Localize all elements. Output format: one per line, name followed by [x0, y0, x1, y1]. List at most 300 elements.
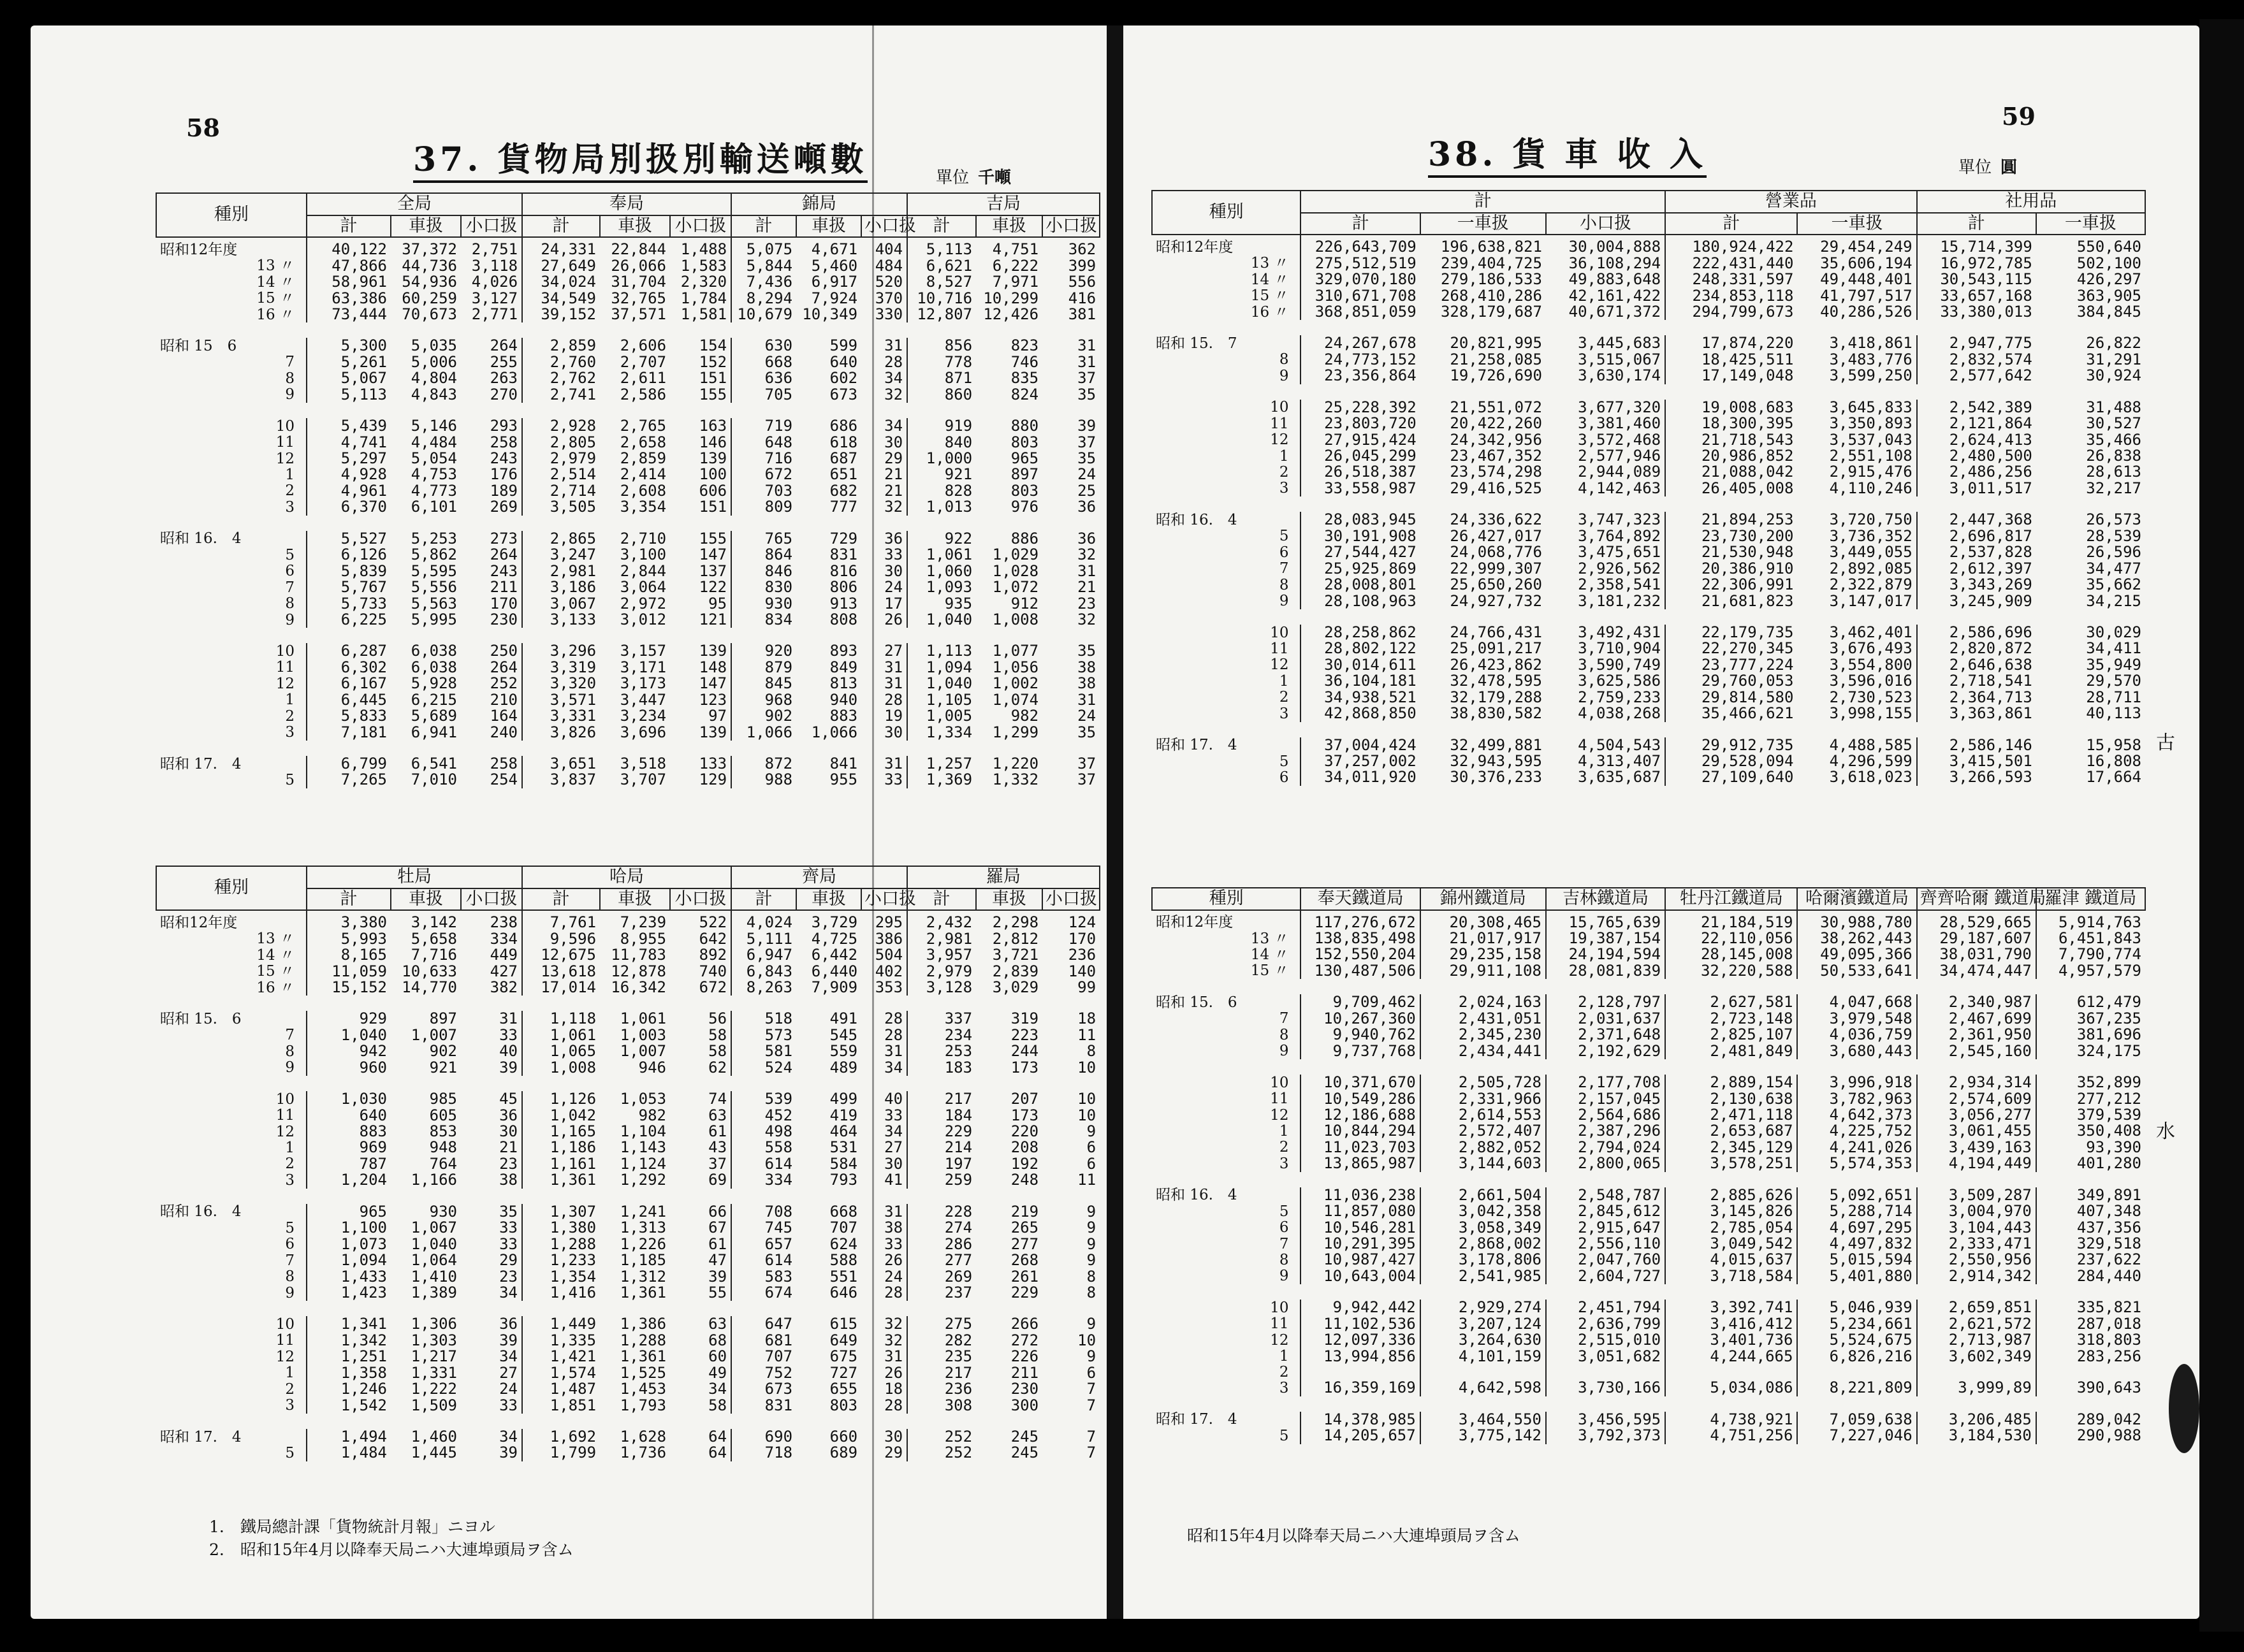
- row-label: 2: [285, 482, 295, 500]
- cell-value: 117,276,672: [1300, 910, 1420, 931]
- cell-value: 122: [699, 578, 727, 597]
- cell-value: 23,467,352: [1450, 447, 1542, 465]
- cell-value: 3,677,320: [1578, 398, 1661, 416]
- cell-value: 10: [1077, 1106, 1096, 1124]
- cell-value: 630: [731, 338, 796, 354]
- cell-value: 3,350,893: [1829, 414, 1912, 433]
- cell-value: 3,118: [471, 256, 518, 275]
- cell-value: 11,023,703: [1300, 1140, 1420, 1156]
- cell-value: 655: [829, 1380, 858, 1398]
- cell-value: 1,484: [307, 1445, 391, 1461]
- cell-value: 250: [490, 642, 518, 660]
- cell-value: 834: [731, 612, 796, 628]
- column-header: 羅津 鐵道局: [2036, 888, 2145, 910]
- cell-value: 2,981: [522, 563, 600, 579]
- row-label: 9: [1279, 1043, 1289, 1060]
- cell-value: 6: [1086, 1363, 1096, 1382]
- cell-value: 7,239: [620, 913, 667, 932]
- cell-value: 33: [884, 1235, 903, 1253]
- cell-value: 34,024: [522, 274, 600, 290]
- cell-value: 3,449,055: [1829, 543, 1912, 562]
- cell-value: 23: [1077, 594, 1096, 612]
- cell-value: 32: [884, 498, 903, 516]
- cell-value: 10,546,281: [1300, 1220, 1420, 1236]
- cell-value: 30: [884, 1154, 903, 1173]
- cell-value: 252: [907, 1445, 976, 1461]
- cell-value: [1917, 1365, 2036, 1380]
- row-label: 1: [285, 467, 295, 483]
- cell-value: 19,726,690: [1450, 366, 1542, 385]
- cell-value: 33: [499, 1219, 518, 1237]
- cell-value: 21,017,917: [1420, 931, 1546, 946]
- cell-value: 806: [829, 578, 858, 597]
- cell-value: 872: [731, 756, 796, 772]
- row-label: 2: [285, 1156, 295, 1173]
- cell-value: 4,753: [411, 465, 457, 484]
- row-label: 昭和 17. 4: [1156, 1411, 1237, 1428]
- cell-value: 3,599,250: [1829, 366, 1912, 385]
- kind-header: 種別: [156, 866, 307, 910]
- cell-value: 28,539: [2086, 526, 2141, 545]
- column-header: 一車扱: [1420, 213, 1546, 235]
- cell-value: 668: [829, 1202, 858, 1221]
- cell-value: 2,934,314: [1917, 1075, 2036, 1090]
- cell-value: 831: [731, 1398, 796, 1414]
- cell-value: 841: [829, 755, 858, 773]
- cell-value: 30,924: [2086, 366, 2141, 385]
- cell-value: 23,730,200: [1665, 528, 1797, 544]
- row-label: 9: [1279, 593, 1289, 610]
- cell-value: 35,466,621: [1665, 706, 1797, 721]
- cell-value: 334: [490, 929, 518, 948]
- row-label: 12: [1270, 656, 1289, 674]
- cell-value: 18: [1077, 1010, 1096, 1028]
- row-label: 6: [1279, 769, 1289, 786]
- table-row: [1152, 416, 2145, 431]
- cell-value: 1,292: [620, 1171, 667, 1189]
- table-row: [156, 547, 1100, 563]
- cell-value: 4,142,463: [1578, 479, 1661, 497]
- cell-value: 7,265: [307, 772, 391, 788]
- cell-value: 2,345,230: [1420, 1027, 1546, 1043]
- cell-value: 42,868,850: [1300, 706, 1420, 721]
- cell-value: 7,010: [411, 771, 457, 789]
- cell-value: 6,826,216: [1797, 1349, 1916, 1365]
- cell-value: 28: [884, 1283, 903, 1301]
- cell-value: 5,111: [731, 931, 796, 947]
- table-row: [156, 996, 1100, 1011]
- cell-value: 26,423,862: [1450, 655, 1542, 674]
- cell-value: 36: [499, 1106, 518, 1124]
- column-header: 小口扱: [861, 215, 907, 238]
- cell-value: 846: [731, 563, 796, 579]
- cell-value: 5,401,880: [1797, 1268, 1916, 1284]
- cell-value: 1,077: [992, 642, 1039, 660]
- cell-value: 3,144,603: [1420, 1156, 1546, 1171]
- row-gap: [1152, 1172, 2145, 1187]
- cell-value: 1,061: [907, 547, 976, 563]
- cell-value: 824: [1010, 385, 1039, 403]
- table-row: [1152, 963, 2145, 979]
- cell-value: 3,720,750: [1829, 511, 1912, 529]
- cell-value: 681: [731, 1333, 796, 1349]
- cell-value: 2,646,638: [1917, 657, 2036, 673]
- table-row: [1152, 1107, 2145, 1123]
- cell-value: 3,380: [307, 910, 391, 931]
- cell-value: 197: [907, 1156, 976, 1172]
- cell-value: 3,505: [522, 499, 600, 515]
- cell-value: 6,222: [992, 256, 1039, 275]
- cell-value: 902: [731, 708, 796, 724]
- cell-value: 49,448,401: [1820, 270, 1912, 289]
- cell-value: 31: [1077, 337, 1096, 355]
- cell-value: 3,145,826: [1665, 1203, 1797, 1219]
- row-label: 7: [1279, 560, 1289, 577]
- cell-value: 335,821: [2036, 1300, 2145, 1315]
- cell-value: 28: [884, 1025, 903, 1044]
- cell-value: 2,868,002: [1420, 1236, 1546, 1252]
- cell-value: 28: [884, 1396, 903, 1414]
- cell-value: 6,941: [411, 723, 457, 741]
- cell-value: 1,416: [522, 1285, 600, 1301]
- cell-value: 226: [1010, 1347, 1039, 1366]
- cell-value: 856: [907, 338, 976, 354]
- cell-value: 2,659,851: [1917, 1300, 2036, 1315]
- row-label: 12: [1270, 1106, 1289, 1124]
- row-label: 2: [1279, 1364, 1289, 1381]
- cell-value: 1,113: [907, 643, 976, 659]
- cell-value: 2,915,647: [1546, 1220, 1665, 1236]
- cell-value: 1,488: [680, 240, 727, 259]
- table-row: [156, 1220, 1100, 1236]
- cell-value: 4,725: [811, 929, 858, 948]
- cell-value: 6,370: [307, 499, 391, 515]
- cell-value: 63: [708, 1315, 727, 1333]
- cell-value: 2,771: [471, 305, 518, 323]
- cell-value: 22,844: [611, 240, 667, 259]
- cell-value: 4,773: [411, 481, 457, 500]
- cell-value: 68: [708, 1331, 727, 1349]
- table-row: [1152, 272, 2145, 287]
- cell-value: 5,767: [307, 579, 391, 595]
- cell-value: 965: [307, 1204, 391, 1220]
- table-row: [156, 628, 1100, 643]
- cell-value: 1,692: [522, 1429, 600, 1445]
- cell-value: 3,056,277: [1917, 1107, 2036, 1123]
- cell-value: 64: [708, 1428, 727, 1446]
- cell-value: 28: [884, 352, 903, 371]
- cell-value: 300: [1010, 1396, 1039, 1414]
- cell-value: 1,204: [307, 1172, 391, 1188]
- cell-value: 3,064: [620, 578, 667, 597]
- cell-value: 5,563: [411, 594, 457, 612]
- cell-value: 29,570: [2086, 672, 2141, 690]
- row-label: 8: [285, 1043, 295, 1060]
- cell-value: 1,246: [307, 1381, 391, 1397]
- row-label: 2: [285, 1380, 295, 1398]
- column-header: 計: [731, 215, 796, 238]
- table-row: [156, 1285, 1100, 1301]
- cell-value: 3,618,023: [1829, 768, 1912, 786]
- row-label: 10: [1270, 1074, 1289, 1091]
- table-row: [156, 435, 1100, 451]
- cell-value: 100: [699, 465, 727, 484]
- cell-value: 3,464,550: [1420, 1412, 1546, 1428]
- cell-value: 2,564,686: [1546, 1107, 1665, 1123]
- row-gap: [1152, 609, 2145, 625]
- cell-value: 5,075: [731, 237, 796, 257]
- table-row: [1152, 288, 2145, 304]
- cell-value: 379,539: [2036, 1107, 2145, 1123]
- cell-value: 173: [1010, 1058, 1039, 1076]
- cell-value: 522: [699, 913, 727, 932]
- row-label: 昭和 15 6: [160, 337, 237, 354]
- cell-value: 2,723,148: [1665, 1011, 1797, 1027]
- table-row: [156, 1043, 1100, 1059]
- cell-value: 290,988: [2036, 1428, 2145, 1444]
- cell-value: 23,356,864: [1300, 368, 1420, 384]
- table-row: [1152, 1172, 2145, 1187]
- cell-value: 5,034,086: [1665, 1380, 1797, 1396]
- cell-value: 3,518: [620, 755, 667, 773]
- table-row: [156, 418, 1100, 434]
- table-row: [1152, 481, 2145, 496]
- row-label: 3: [1279, 705, 1289, 722]
- cell-value: 2,800,065: [1546, 1156, 1665, 1171]
- table-row: [1152, 352, 2145, 368]
- cell-value: 33,657,168: [1917, 288, 2036, 304]
- row-label: 15 〃: [256, 290, 295, 307]
- cell-value: 960: [307, 1060, 391, 1076]
- cell-value: 2,514: [522, 467, 600, 482]
- cell-value: 268,410,286: [1440, 286, 1542, 305]
- cell-value: 22,270,345: [1665, 641, 1797, 656]
- group-header: 哈局: [522, 866, 731, 888]
- row-label: 16 〃: [256, 979, 295, 996]
- cell-value: 33: [499, 1396, 518, 1414]
- table-row: [156, 643, 1100, 659]
- cell-value: 183: [907, 1060, 976, 1076]
- cell-value: 883: [307, 1124, 391, 1140]
- cell-value: 2,606: [620, 337, 667, 355]
- cell-value: 6,451,843: [2036, 931, 2145, 946]
- cell-value: 219: [1010, 1202, 1039, 1221]
- cell-value: 648: [731, 435, 796, 451]
- table-row: [156, 338, 1100, 354]
- cell-value: 38: [499, 1171, 518, 1189]
- row-label: 3: [1279, 1380, 1289, 1397]
- cell-value: 4,194,449: [1917, 1156, 2036, 1171]
- cell-value: 605: [429, 1106, 457, 1124]
- cell-value: 24: [499, 1380, 518, 1398]
- cell-value: 3,127: [471, 289, 518, 307]
- cell-value: 9: [1086, 1347, 1096, 1366]
- cell-value: 24,194,594: [1546, 946, 1665, 962]
- cell-value: 930: [429, 1202, 457, 1221]
- cell-value: 24,773,152: [1300, 352, 1420, 368]
- cell-value: 2,333,471: [1917, 1236, 2036, 1252]
- row-label: 昭和 16. 4: [160, 530, 242, 547]
- row-label: 1: [1279, 1348, 1289, 1365]
- cell-value: 35: [1077, 642, 1096, 660]
- cell-value: 2,944,089: [1578, 463, 1661, 481]
- cell-value: 25,228,392: [1300, 400, 1420, 416]
- row-label: 12: [275, 450, 295, 467]
- cell-value: 2,839: [992, 962, 1039, 980]
- table-row: [1152, 1059, 2145, 1075]
- cell-value: 211: [490, 578, 518, 597]
- cell-value: 61: [708, 1122, 727, 1141]
- cell-value: 2,820,872: [1917, 641, 2036, 656]
- cell-value: 556: [1068, 273, 1096, 291]
- cell-value: 2,714: [522, 483, 600, 499]
- table-row: [1152, 384, 2145, 400]
- table-row: [156, 1060, 1100, 1076]
- cell-value: 21,184,519: [1665, 910, 1797, 931]
- cell-value: 258: [490, 755, 518, 773]
- row-label: 昭和12年度: [160, 914, 238, 931]
- table-row: [156, 322, 1100, 338]
- cell-value: 3,456,595: [1546, 1412, 1665, 1428]
- cell-value: 266: [1010, 1315, 1039, 1333]
- cell-value: 1,028: [992, 562, 1039, 580]
- cell-value: 642: [699, 929, 727, 948]
- cell-value: 1,433: [307, 1269, 391, 1285]
- row-label: 14 〃: [256, 273, 295, 291]
- cell-value: 10,291,395: [1300, 1236, 1420, 1252]
- row-label: 昭和 17. 4: [160, 755, 242, 772]
- cell-value: 99: [1077, 978, 1096, 996]
- cell-value: 234,853,118: [1665, 288, 1797, 304]
- cell-value: 2,741: [522, 387, 600, 403]
- cell-value: 2,467,699: [1917, 1011, 2036, 1027]
- table-row: [156, 1011, 1100, 1027]
- table-row: [156, 1076, 1100, 1091]
- cell-value: 809: [731, 499, 796, 515]
- cell-value: 289,042: [2036, 1412, 2145, 1428]
- table-row: [156, 725, 1100, 741]
- cell-value: 2,434,441: [1420, 1043, 1546, 1059]
- cell-value: 28,108,963: [1300, 593, 1420, 609]
- cell-value: 33: [884, 546, 903, 564]
- cell-value: 310,671,708: [1300, 288, 1420, 304]
- cell-value: 38,830,582: [1450, 704, 1542, 723]
- cell-value: 8: [1086, 1267, 1096, 1286]
- row-label: 14 〃: [256, 946, 295, 964]
- cell-value: 6,799: [307, 756, 391, 772]
- cell-value: 25,650,260: [1450, 576, 1542, 594]
- cell-value: 2,298: [992, 913, 1039, 932]
- cell-value: 34,411: [2086, 639, 2141, 658]
- cell-value: 23: [499, 1267, 518, 1286]
- cell-value: 419: [829, 1106, 858, 1124]
- table-row: [156, 237, 1100, 257]
- cell-value: 1,251: [307, 1349, 391, 1365]
- cell-value: 3,590,749: [1578, 655, 1661, 674]
- cell-value: 21: [884, 481, 903, 500]
- kind-header: 種別: [1152, 191, 1300, 235]
- cell-value: 2,718,541: [1917, 673, 2036, 689]
- cell-value: 499: [829, 1090, 858, 1108]
- cell-value: 1,007: [620, 1042, 667, 1061]
- row-label: 10: [275, 1090, 295, 1108]
- cell-value: 275: [907, 1316, 976, 1332]
- cell-value: 6: [1086, 1154, 1096, 1173]
- cell-value: 5,574,353: [1797, 1156, 1916, 1171]
- cell-value: 24,068,776: [1450, 543, 1542, 562]
- cell-value: 5,092,651: [1797, 1187, 1916, 1203]
- cell-value: 2,612,397: [1917, 561, 2036, 577]
- cell-value: 37: [1077, 433, 1096, 451]
- row-label: 1: [285, 692, 295, 709]
- row-label: 7: [1279, 1235, 1289, 1252]
- cell-value: 504: [875, 946, 903, 964]
- group-header: 錦局: [731, 193, 907, 215]
- row-label: 3: [285, 498, 295, 516]
- cell-value: 3,826: [522, 725, 600, 741]
- cell-value: 4,026: [471, 273, 518, 291]
- cell-value: 588: [829, 1251, 858, 1270]
- cell-value: 1,361: [620, 1347, 667, 1366]
- cell-value: 21,530,948: [1665, 544, 1797, 560]
- cell-value: 329,070,180: [1300, 272, 1420, 287]
- cell-value: 37,257,002: [1300, 753, 1420, 769]
- cell-value: 36: [1077, 529, 1096, 547]
- group-header: 全局: [307, 193, 522, 215]
- cell-value: 651: [829, 465, 858, 484]
- cell-value: 38: [884, 1219, 903, 1237]
- cell-value: 5,261: [307, 354, 391, 370]
- cell-value: 273: [490, 529, 518, 547]
- cell-value: 1,423: [307, 1285, 391, 1301]
- cell-value: 6,225: [307, 612, 391, 628]
- cell-value: 849: [829, 658, 858, 676]
- cell-value: 192: [1010, 1154, 1039, 1173]
- cell-value: 1,525: [620, 1363, 667, 1382]
- cell-value: 31,704: [611, 273, 667, 291]
- cell-value: 58: [708, 1042, 727, 1061]
- cell-value: 860: [907, 387, 976, 403]
- table-row: [156, 772, 1100, 788]
- table-row: [1152, 1300, 2145, 1315]
- cell-value: 3,764,892: [1578, 526, 1661, 545]
- cell-value: 539: [731, 1091, 796, 1107]
- cell-value: 207: [1010, 1090, 1039, 1108]
- page-number: 59: [2002, 102, 2036, 131]
- cell-value: 3,571: [522, 692, 600, 708]
- cell-value: 976: [1010, 498, 1039, 516]
- cell-value: 30,543,115: [1917, 272, 2036, 287]
- cell-value: 2,859: [522, 338, 600, 354]
- row-gap: [156, 1189, 1100, 1204]
- cell-value: [1420, 1365, 1546, 1380]
- cell-value: 8,527: [907, 274, 976, 290]
- cell-value: 26: [884, 610, 903, 628]
- row-label: 2: [1279, 1139, 1289, 1156]
- cell-value: 5,015,594: [1797, 1252, 1916, 1268]
- cell-value: 830: [731, 579, 796, 595]
- cell-value: 29,760,053: [1665, 673, 1797, 689]
- cell-value: 2,624,413: [1917, 432, 2036, 448]
- cell-value: 2,542,389: [1917, 400, 2036, 416]
- cell-value: 269: [907, 1269, 976, 1285]
- cell-value: 2,364,713: [1917, 690, 2036, 706]
- row-label: 3: [285, 1171, 295, 1189]
- table-row: [156, 964, 1100, 980]
- cell-value: 139: [699, 642, 727, 660]
- cell-value: 37,571: [611, 305, 667, 323]
- cell-value: 1,410: [411, 1267, 457, 1286]
